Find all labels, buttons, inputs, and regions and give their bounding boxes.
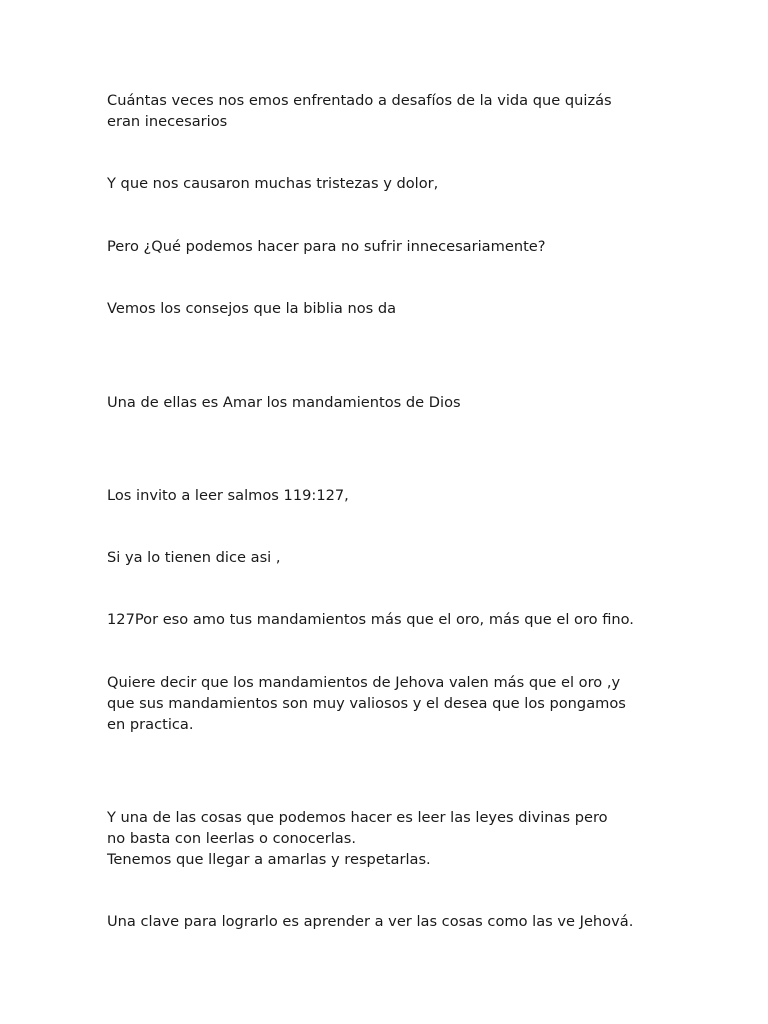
paragraph-line: Quiere decir que los mandamientos de Jehova valen más que el oro ,y xyxy=(107,674,621,691)
paragraph-line: Una clave para lograrlo es aprender a ver las cosas como las ve Jehová. xyxy=(107,913,634,930)
paragraph-line: Pero ¿Qué podemos hacer para no sufrir innecesariamente? xyxy=(107,238,546,255)
paragraph-2 xyxy=(107,173,667,194)
paragraph-11 xyxy=(107,911,667,932)
paragraph-line: Cuántas veces nos emos enfrentado a desafíos de la vida que quizás xyxy=(107,92,612,109)
paragraph-line: Una de ellas es Amar los mandamientos de Dios xyxy=(107,394,461,411)
paragraph-line: que sus mandamientos son muy valiosos y el desea que los pongamos xyxy=(107,695,626,712)
paragraph-line: eran inecesarios xyxy=(107,113,228,130)
paragraph-line: en practica. xyxy=(107,716,194,733)
paragraph-line: Y una de las cosas que podemos hacer es leer las leyes divinas pero xyxy=(107,809,608,826)
paragraph-1 xyxy=(107,90,667,132)
paragraph-8 xyxy=(107,609,667,630)
paragraph-line: Y que nos causaron muchas tristezas y dolor, xyxy=(107,175,439,192)
paragraph-10 xyxy=(107,807,667,870)
paragraph-line: 127Por eso amo tus mandamientos más que el oro, más que el oro fino. xyxy=(107,611,634,628)
paragraph-line: Tenemos que llegar a amarlas y respetarlas. xyxy=(107,851,431,868)
paragraph-9 xyxy=(107,672,667,735)
paragraph-line: no basta con leerlas o conocerlas. xyxy=(107,830,356,847)
paragraph-4 xyxy=(107,298,667,319)
paragraph-3 xyxy=(107,236,667,257)
paragraph-5 xyxy=(107,392,667,413)
paragraph-7 xyxy=(107,547,667,568)
paragraph-line: Si ya lo tienen dice asi , xyxy=(107,549,281,566)
paragraph-line: Los invito a leer salmos 119:127, xyxy=(107,487,349,504)
paragraph-6 xyxy=(107,485,667,506)
paragraph-line: Vemos los consejos que la biblia nos da xyxy=(107,300,397,317)
